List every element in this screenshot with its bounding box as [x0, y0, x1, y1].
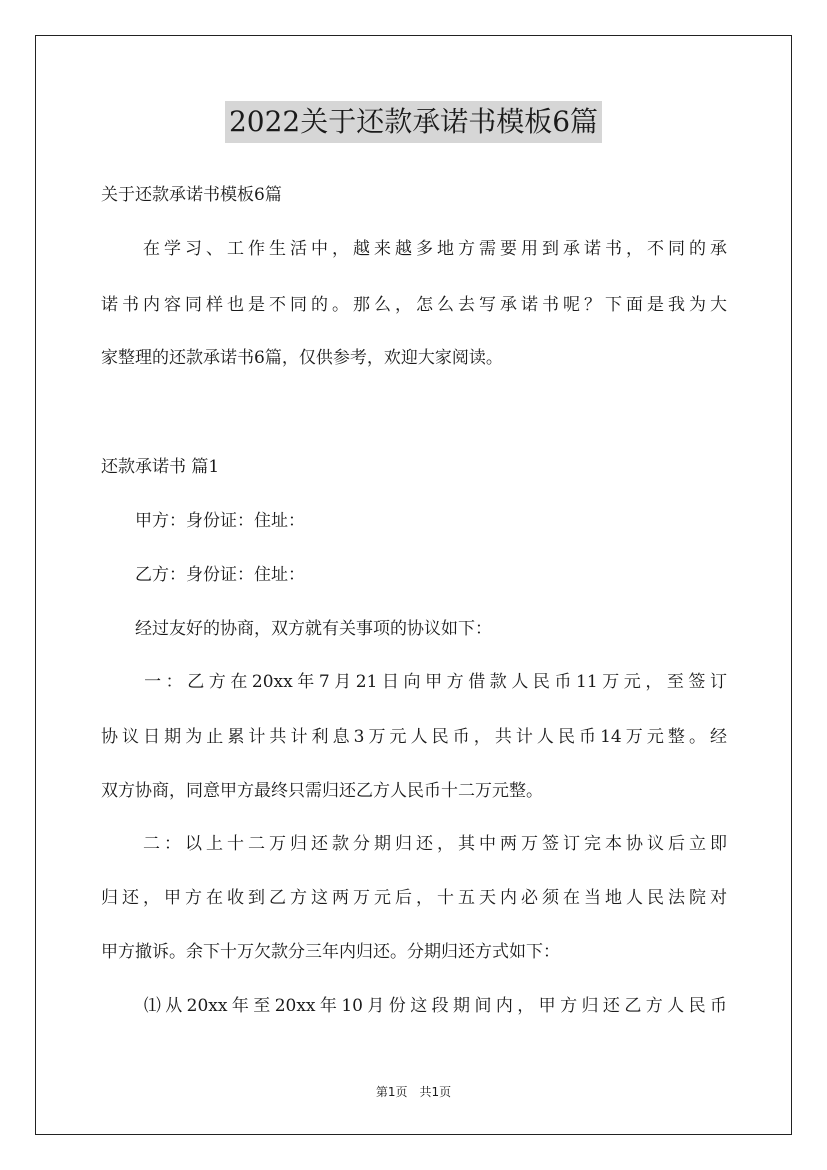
paragraph-line: 协议日期为止累计共计利息3万元人民币，共计人民币14万元整。经 — [101, 727, 727, 747]
paragraph-line: ⑴从20xx年至20xx年10月份这段期间内，甲方归还乙方人民币 — [101, 996, 727, 1016]
paragraph-line: 甲方撤诉。余下十万欠款分三年内归还。分期归还方式如下： — [101, 942, 560, 962]
paragraph-line: 经过友好的协商，双方就有关事项的协议如下： — [101, 619, 492, 639]
paragraph-line: 归还，甲方在收到乙方这两万元后，十五天内必须在当地人民法院对 — [101, 888, 727, 908]
subtitle-line: 关于还款承诺书模板6篇 — [101, 185, 282, 205]
paragraph-line: 双方协商，同意甲方最终只需归还乙方人民币十二万元整。 — [101, 781, 543, 801]
paragraph-line: 甲方：身份证：住址： — [101, 511, 305, 531]
page-footer: 第1页 共1页 — [375, 1085, 452, 1099]
section-heading: 还款承诺书 篇1 — [101, 457, 220, 477]
paragraph-line: 家整理的还款承诺书6篇，仅供参考，欢迎大家阅读。 — [101, 348, 503, 368]
paragraph-line: 诺书内容同样也是不同的。那么，怎么去写承诺书呢？下面是我为大 — [101, 295, 727, 315]
paragraph-line: 一：乙方在20xx年7月21日向甲方借款人民币11万元，至签订 — [101, 672, 727, 692]
paragraph-line: 在学习、工作生活中，越来越多地方需要用到承诺书，不同的承 — [101, 239, 727, 259]
title-container — [0, 101, 827, 143]
document-title: 2022关于还款承诺书模板6篇 — [225, 101, 602, 143]
paragraph-line: 二：以上十二万归还款分期归还，其中两万签订完本协议后立即 — [101, 834, 727, 854]
paragraph-line: 乙方：身份证：住址： — [101, 565, 305, 585]
